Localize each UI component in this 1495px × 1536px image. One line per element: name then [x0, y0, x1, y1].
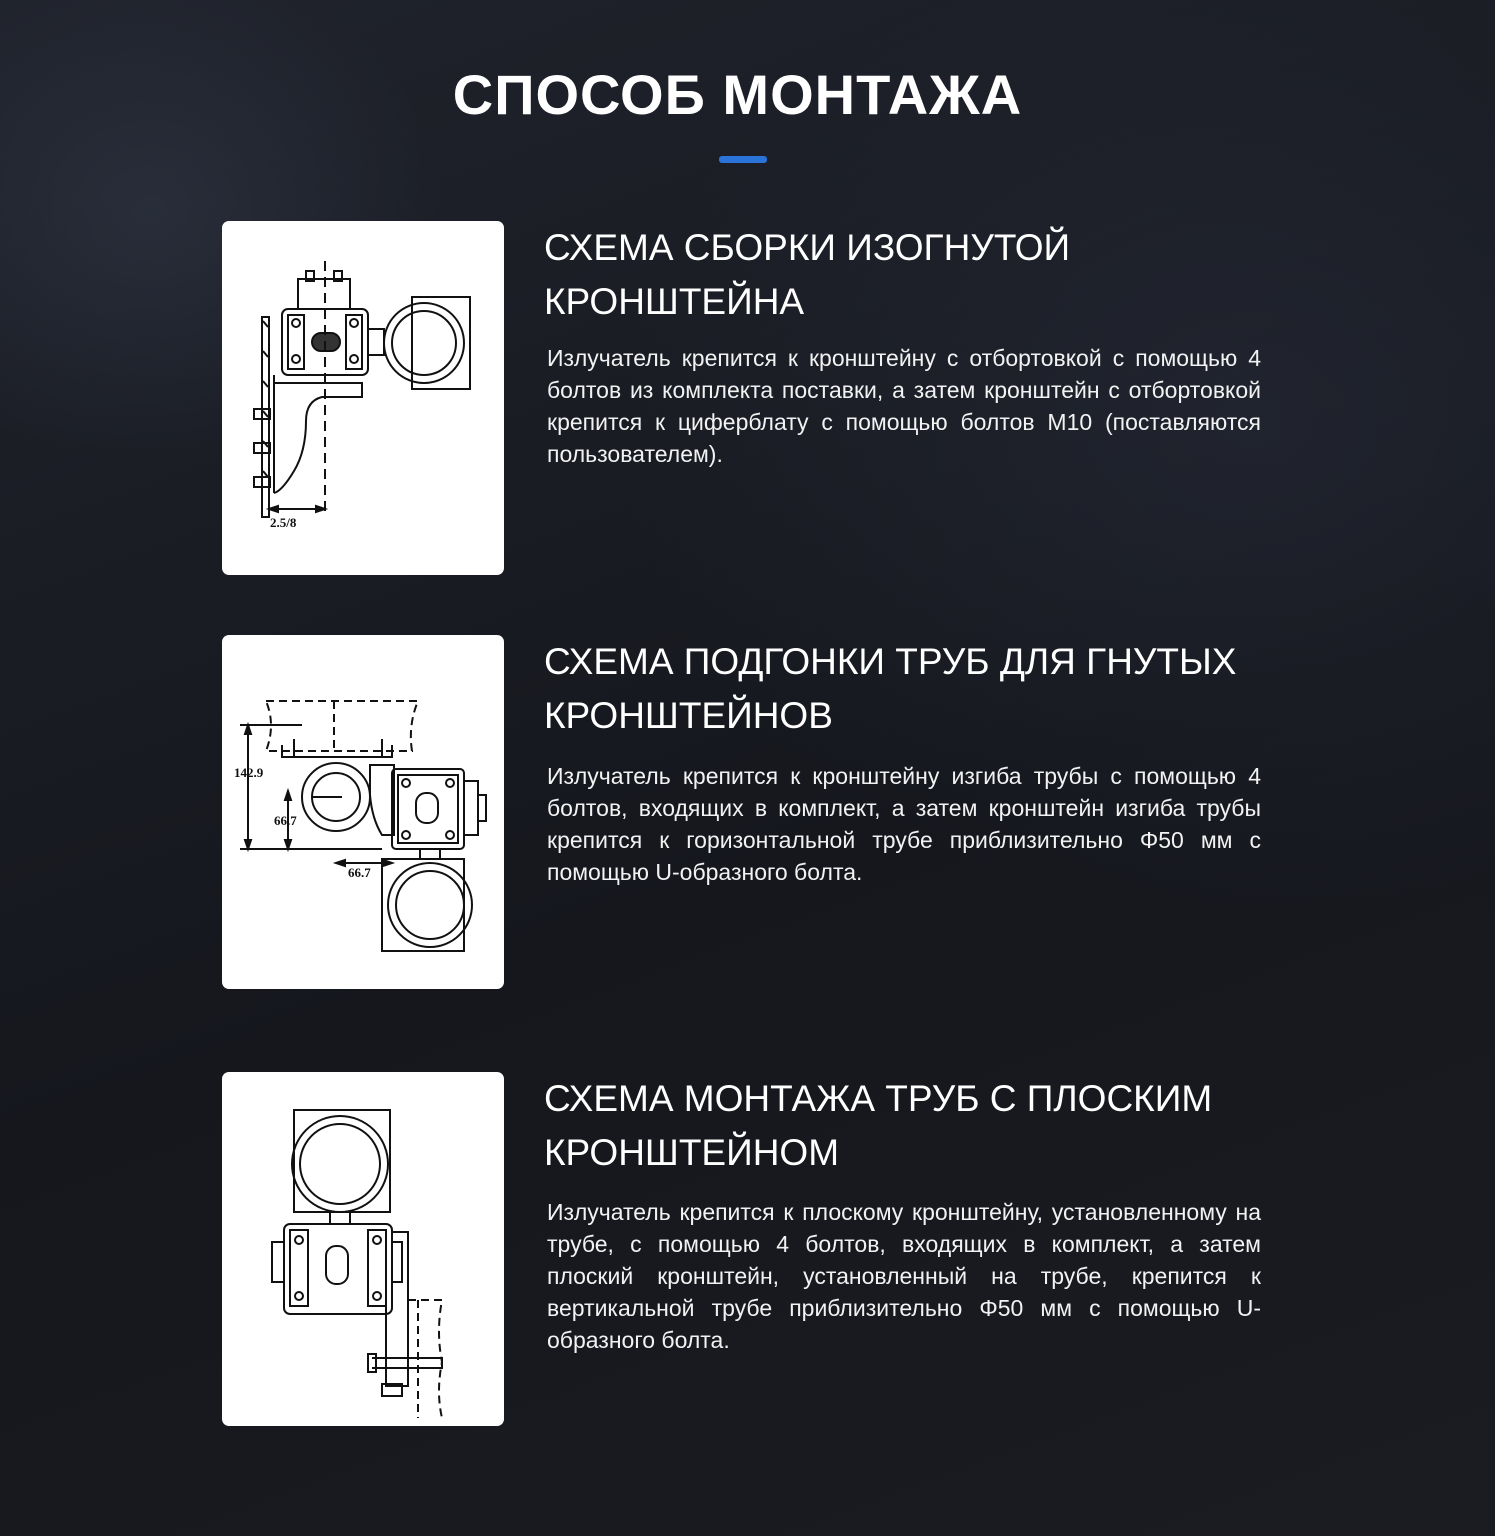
section-heading: СХЕМА МОНТАЖА ТРУБ С ПЛОСКИМ КРОНШТЕЙНОМ — [544, 1078, 1213, 1173]
bent-bracket-drawing — [222, 221, 504, 575]
flat-bracket-drawing — [222, 1072, 504, 1426]
section-description: Излучатель крепится к плоскому кронштейну, установленному на трубе, с помощью 4 болтов, входящих в комплект, а затем плоский кронштейн, установленный на трубе, крепится к вертикальной трубе приблизительно Φ50 мм с помощью U-образного болта. — [547, 1199, 1261, 1353]
section-heading: СХЕМА СБОРКИ ИЗОГНУТОЙ КРОНШТЕЙНА — [544, 227, 1071, 322]
dimension-label-vertical: 66.7 — [274, 813, 297, 828]
dimension-label-horizontal: 66.7 — [348, 865, 371, 880]
pipe-bent-bracket-diagram — [222, 635, 504, 989]
flat-bracket-diagram — [222, 1072, 504, 1426]
dimension-label: 2.5/8 — [270, 515, 297, 530]
pipe-bent-bracket-drawing — [222, 635, 504, 989]
dimension-label-height: 142.9 — [234, 765, 264, 780]
section-heading: СХЕМА ПОДГОНКИ ТРУБ ДЛЯ ГНУТЫХ КРОНШТЕЙНОВ — [544, 641, 1237, 736]
bent-bracket-diagram — [222, 221, 504, 575]
section-description: Излучатель крепится к кронштейну изгиба трубы с помощью 4 болтов, входящих в комплект, а затем кронштейн изгиба трубы крепится к горизонтальной трубе приблизительно Φ50 мм с помощью U-образного болта. — [547, 763, 1261, 885]
title-accent-bar — [719, 156, 767, 163]
page-title: СПОСОБ МОНТАЖА — [452, 63, 1023, 126]
section-description: Излучатель крепится к кронштейну с отбортовкой с помощью 4 болтов из комплекта поставки, а затем кронштейн с отбортовкой крепится к циферблату с помощью болтов M10 (поставляются пользователем). — [547, 345, 1261, 467]
